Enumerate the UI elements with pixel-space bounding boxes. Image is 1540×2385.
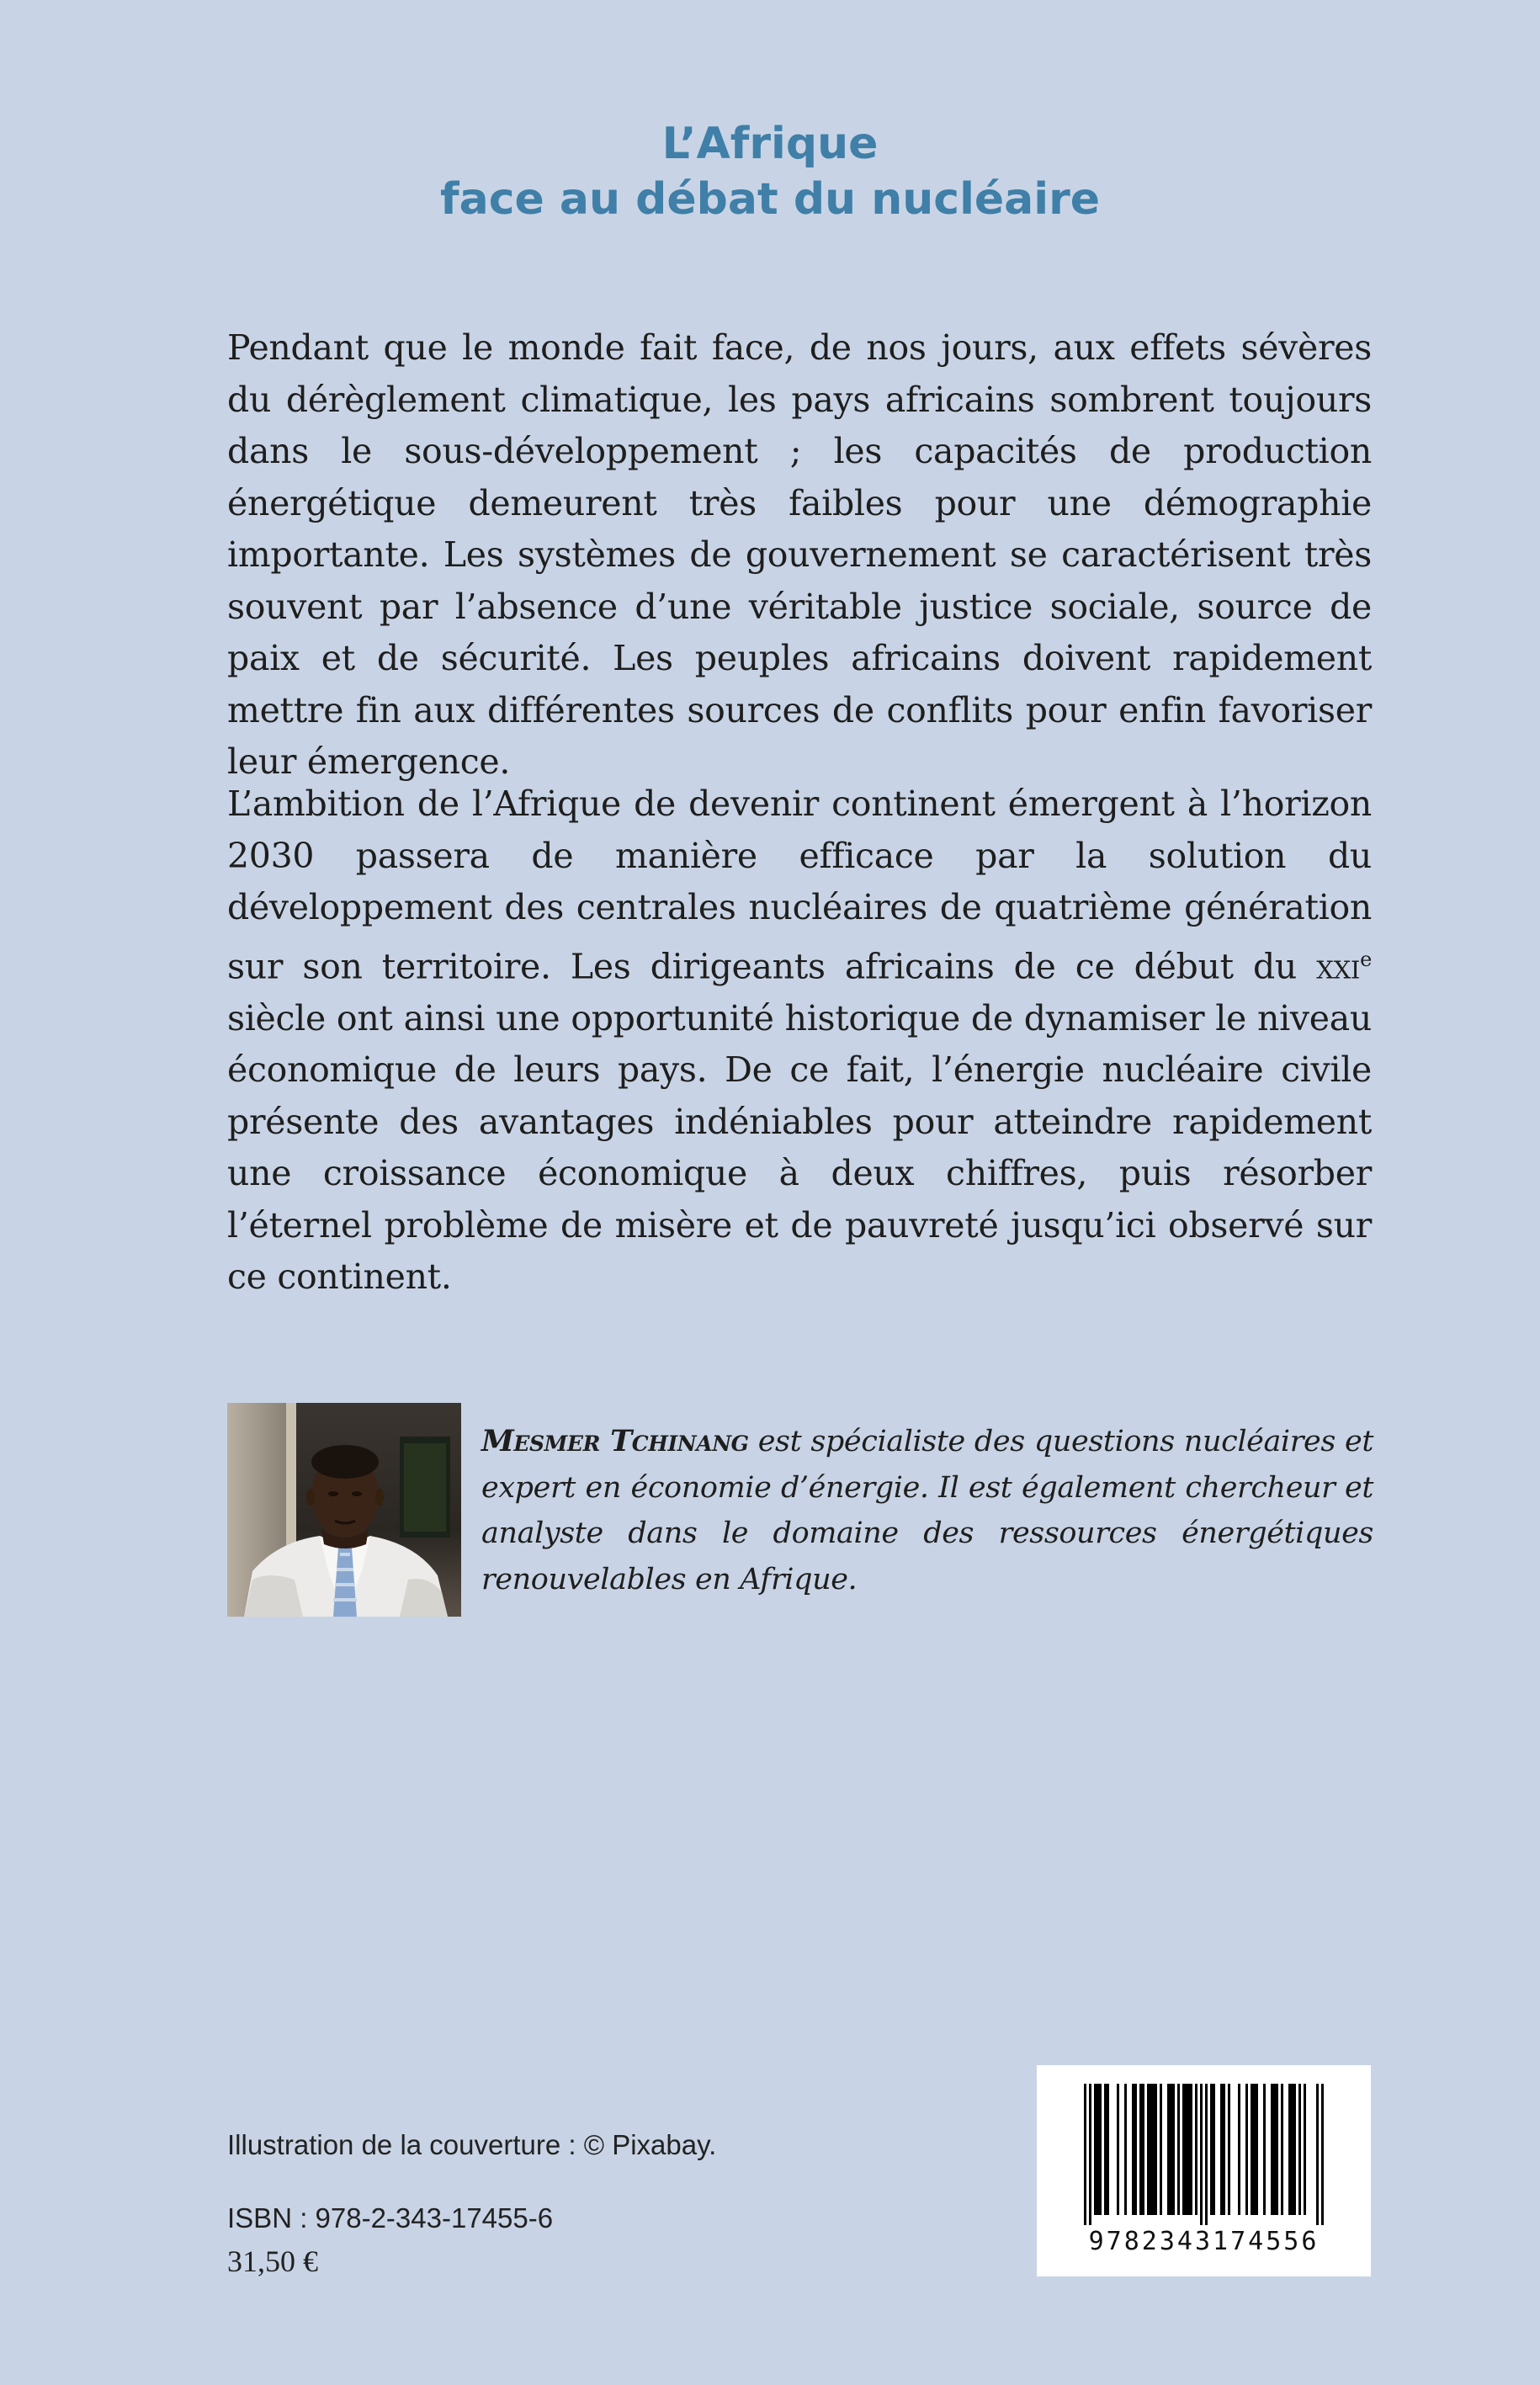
barcode-bar bbox=[1245, 2084, 1248, 2215]
barcode-bar bbox=[1190, 2084, 1192, 2215]
barcode-bar bbox=[1213, 2084, 1215, 2215]
barcode-bar bbox=[1210, 2084, 1213, 2215]
barcode-bar bbox=[1220, 2084, 1223, 2215]
author-bio-text: est spécialiste des questions nucléaires et expert en économie d’énergie. Il est également chercheur et analyste dans le domaine des ressources énergétiques renouvelables en Afrique. bbox=[481, 1425, 1373, 1596]
isbn: ISBN : 978-2-343-17455-6 bbox=[227, 2202, 554, 2234]
barcode-bar bbox=[1172, 2084, 1175, 2215]
barcode-bar bbox=[1281, 2084, 1283, 2215]
barcode-bar bbox=[1117, 2084, 1119, 2215]
barcode-bar bbox=[1263, 2084, 1266, 2215]
barcode-bar bbox=[1251, 2084, 1253, 2215]
barcode-bar bbox=[1134, 2084, 1137, 2215]
barcode-bar bbox=[1291, 2084, 1293, 2215]
barcode-bar bbox=[1185, 2084, 1187, 2215]
barcode-bar bbox=[1094, 2084, 1097, 2215]
paragraph-2-part-1: L’ambition de l’Afrique de devenir continent émergent à l’horizon 2030 passera de manière efficace par la solution du développement des centrales nucléaires de quatrième génération sur son territoire. Les dirigeants africains de ce début du bbox=[227, 783, 1372, 987]
barcode-bar bbox=[1223, 2084, 1225, 2215]
barcode-bar bbox=[1150, 2084, 1152, 2215]
author-name: Mesmer Tchinang bbox=[481, 1424, 749, 1458]
price: 31,50 € bbox=[227, 2244, 318, 2278]
title-line-1: L’Afrique bbox=[661, 119, 879, 169]
barcode-bar bbox=[1182, 2084, 1185, 2215]
barcode-bar bbox=[1271, 2084, 1273, 2215]
century-numeral: xxi bbox=[1316, 946, 1361, 987]
barcode-bar bbox=[1253, 2084, 1256, 2215]
barcode-bar bbox=[1177, 2084, 1180, 2215]
author-bio bbox=[481, 1419, 1373, 1602]
barcode-bar bbox=[1238, 2084, 1240, 2215]
barcode-bar bbox=[1142, 2084, 1144, 2215]
barcode-bar bbox=[1195, 2084, 1197, 2215]
author-photo bbox=[227, 1403, 461, 1617]
barcode-bar bbox=[1124, 2084, 1127, 2215]
barcode-bar bbox=[1298, 2084, 1301, 2215]
barcode-bar bbox=[1273, 2084, 1276, 2215]
barcode-digits: 9782343174556 bbox=[1088, 2227, 1320, 2256]
barcode-bar bbox=[1089, 2084, 1091, 2225]
paragraph-2 bbox=[227, 778, 1372, 1304]
barcode-bar bbox=[1104, 2084, 1107, 2215]
barcode-bar bbox=[1160, 2084, 1162, 2215]
barcode-bar bbox=[1099, 2084, 1102, 2215]
book-title bbox=[0, 116, 1540, 227]
illustration-credit: Illustration de la couverture : © Pixabay. bbox=[227, 2129, 717, 2160]
paragraph-2-part-2: siècle ont ainsi une opportunité historique de dynamiser le niveau économique de leurs pays. De ce fait, l’énergie nucléaire civile présente des avantages indéniables pour atteindre rapidement une croissance économique à deux chiffres, puis résorber l’éternel problème de misère et de pauvreté jusqu’ici observé sur ce continent. bbox=[227, 997, 1372, 1298]
barcode-bar bbox=[1097, 2084, 1099, 2215]
barcode-bar bbox=[1288, 2084, 1291, 2215]
barcode-bar bbox=[1228, 2084, 1230, 2215]
barcode-bar bbox=[1155, 2084, 1157, 2215]
barcode-bar bbox=[1107, 2084, 1109, 2215]
barcode-bar bbox=[1321, 2084, 1324, 2225]
barcode-bar bbox=[1084, 2084, 1086, 2225]
title-line-2: face au débat du nucléaire bbox=[439, 174, 1100, 225]
barcode-bar bbox=[1132, 2084, 1134, 2215]
barcode-bar bbox=[1187, 2084, 1190, 2215]
barcode-bar bbox=[1316, 2084, 1319, 2225]
barcode-bar bbox=[1293, 2084, 1296, 2215]
barcode-bar bbox=[1256, 2084, 1258, 2215]
century-superscript: e bbox=[1360, 947, 1372, 971]
barcode bbox=[1037, 2065, 1371, 2276]
barcode-bars bbox=[1037, 2065, 1371, 2225]
barcode-bar bbox=[1147, 2084, 1150, 2215]
barcode-bar bbox=[1205, 2084, 1208, 2225]
barcode-bar bbox=[1276, 2084, 1278, 2215]
author-photo-illustration bbox=[227, 1403, 461, 1617]
paragraph-1: Pendant que le monde fait face, de nos jours, aux effets sévères du dérèglement climatique, les pays africains sombrent toujours dans le sous-développement ; les capacités de production énergétique demeurent très faibles pour une démographie importante. Les systèmes de gouvernement se caractérisent très souvent par l’absence d’une véritable justice sociale, source de paix et de sécurité. Les peuples africains doivent rapidement mettre fin aux différentes sources de conflits pour enfin favoriser leur émergence. bbox=[227, 327, 1372, 782]
barcode-bar bbox=[1200, 2084, 1203, 2225]
barcode-bar bbox=[1304, 2084, 1306, 2215]
barcode-bar bbox=[1167, 2084, 1170, 2215]
barcode-bar bbox=[1170, 2084, 1172, 2215]
barcode-bar bbox=[1139, 2084, 1142, 2215]
barcode-bar bbox=[1152, 2084, 1155, 2215]
